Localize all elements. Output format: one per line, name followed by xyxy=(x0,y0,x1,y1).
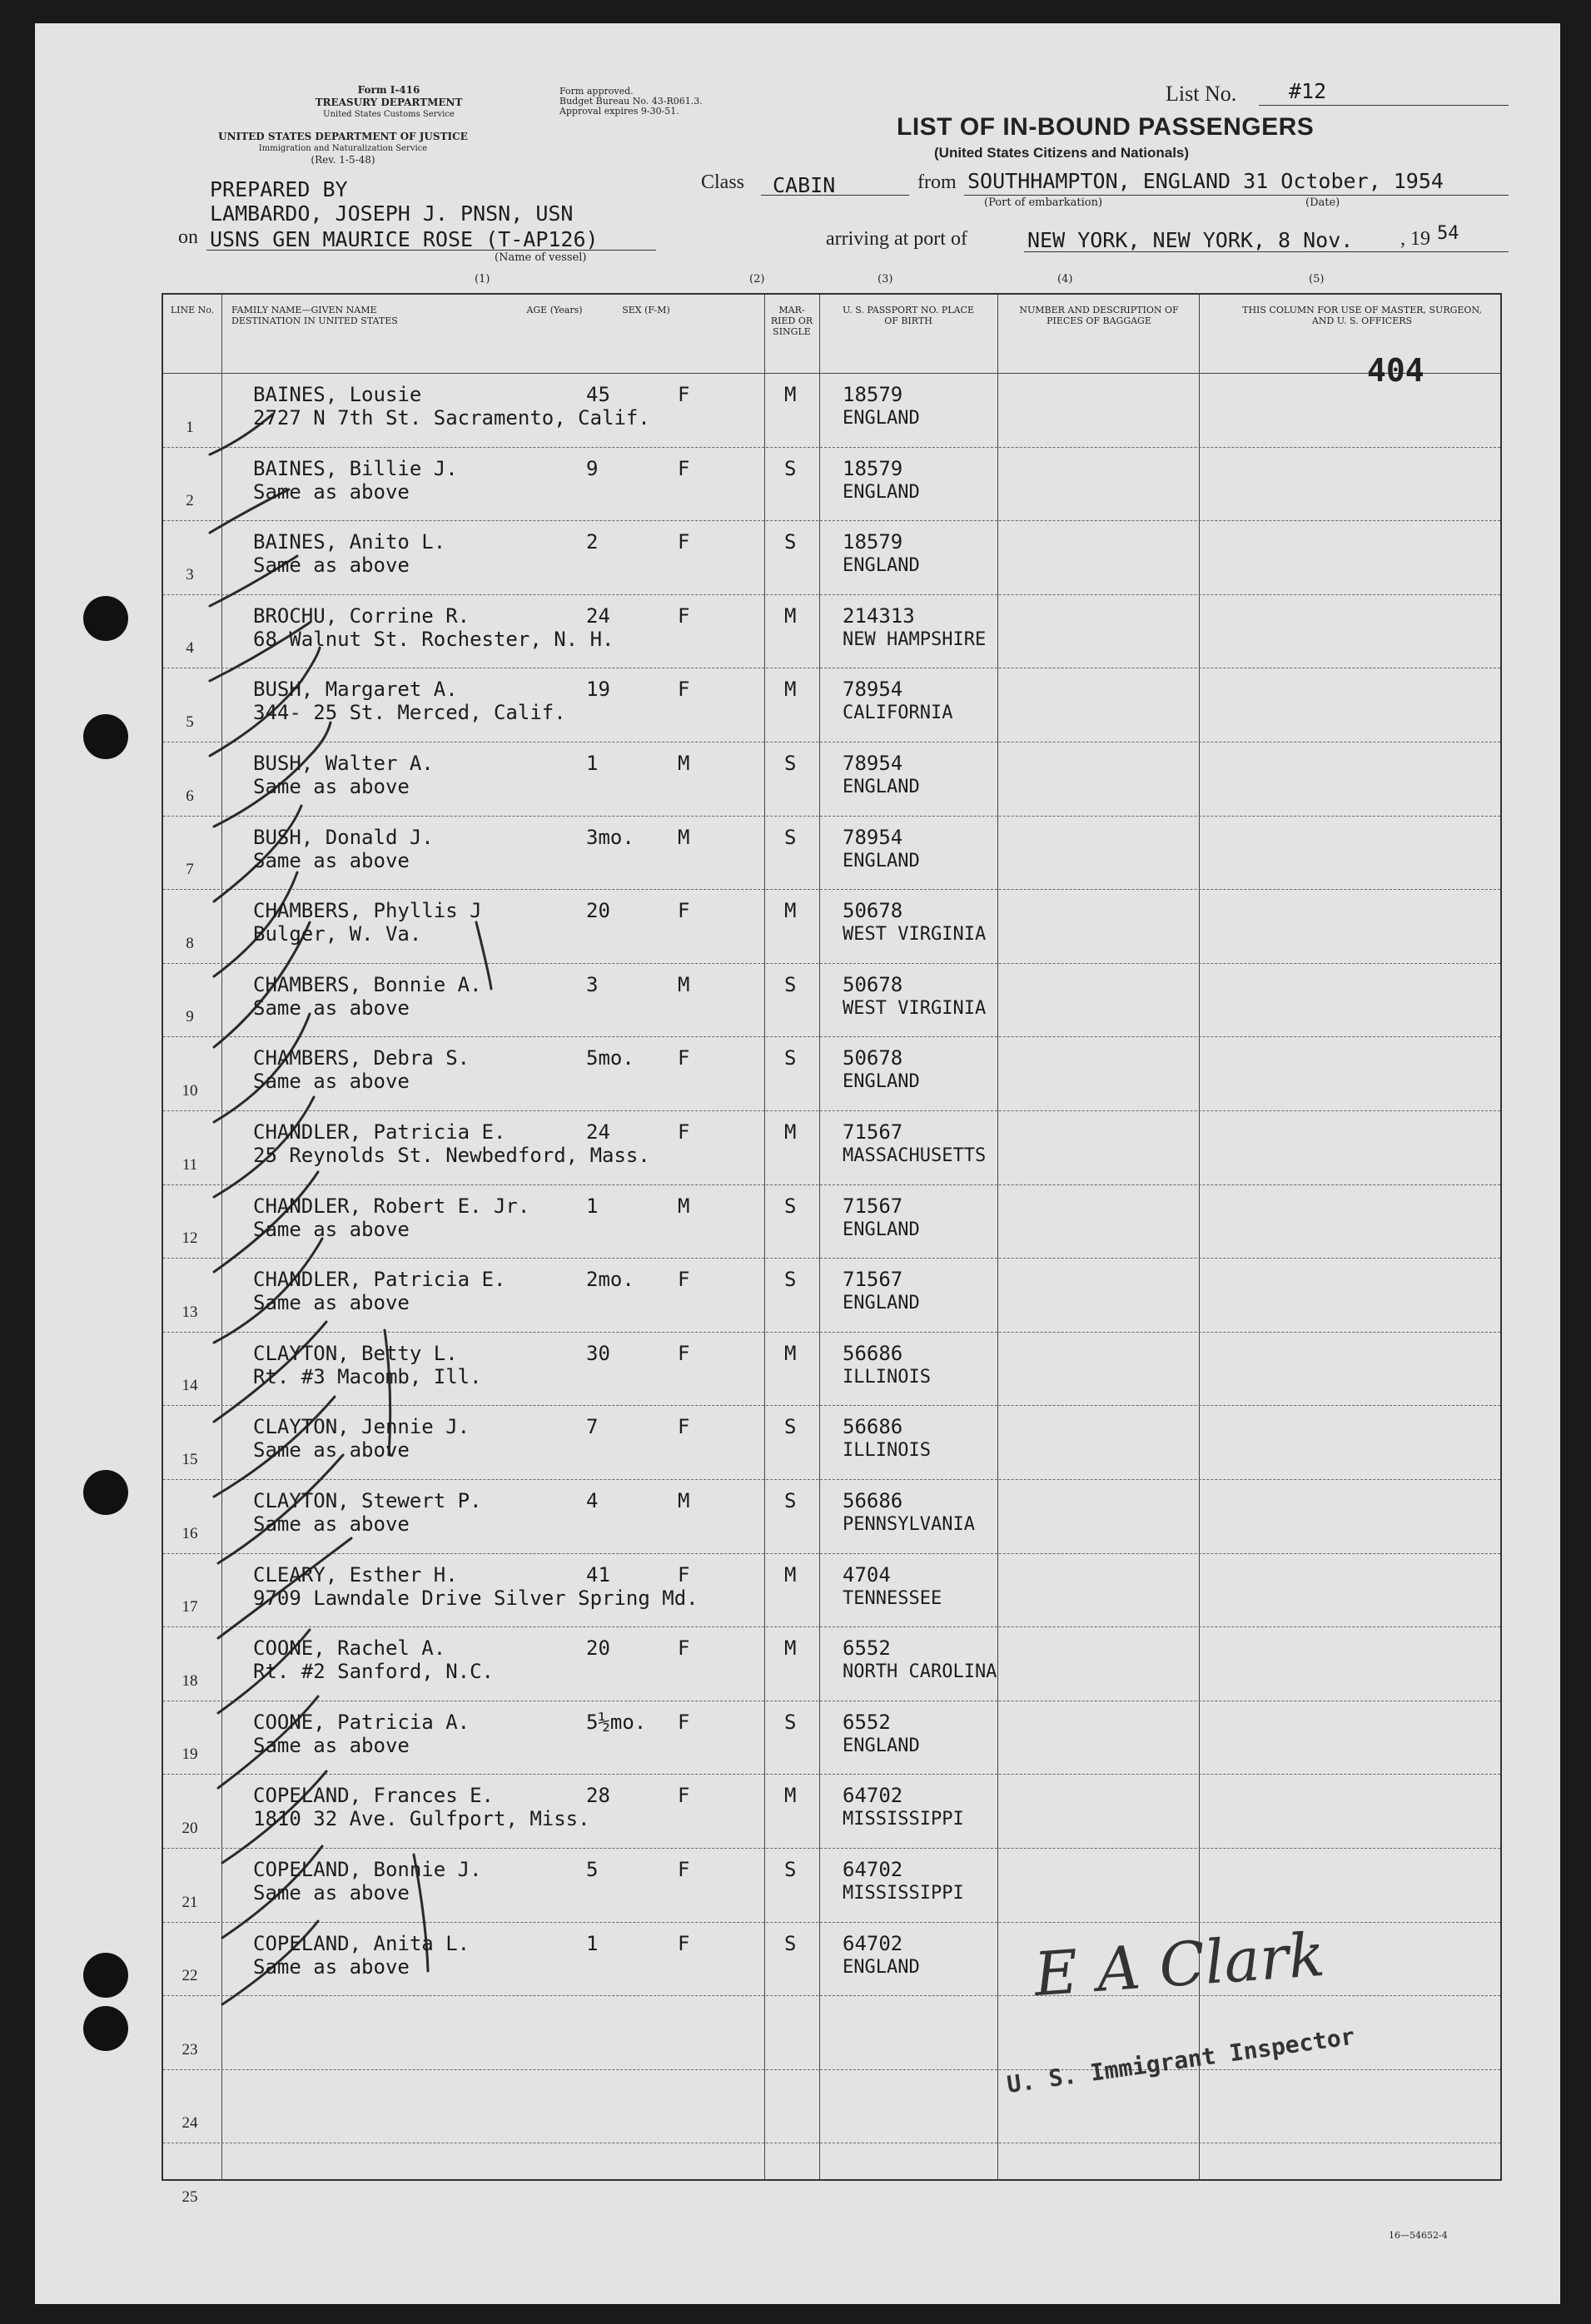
passenger-name: COPELAND, Anita L. xyxy=(253,1931,470,1955)
passenger-name: CHANDLER, Patricia E. xyxy=(253,1268,506,1292)
place-of-birth: ENGLAND xyxy=(843,850,920,872)
passport-number: 50678 xyxy=(843,1046,903,1070)
passenger-age: 24 xyxy=(586,603,610,628)
inspector-stamp: U. S. Immigrant Inspector xyxy=(1005,2022,1357,2098)
line-number: 16 xyxy=(181,1524,198,1542)
approval-line-1: Form approved. xyxy=(559,86,634,97)
passenger-sex: F xyxy=(678,383,690,406)
passenger-destination: Same as above xyxy=(253,1438,410,1462)
passenger-name: COONE, Patricia A. xyxy=(253,1710,470,1734)
class-label: Class xyxy=(701,171,745,193)
passenger-age: 7 xyxy=(586,1415,599,1439)
passenger-destination: Same as above xyxy=(253,554,410,578)
passenger-age: 3 xyxy=(586,972,599,996)
marital-status: S xyxy=(784,1268,797,1292)
passenger-name: CLAYTON, Jennie J. xyxy=(253,1415,470,1439)
place-of-birth: PENNSYLVANIA xyxy=(843,1514,975,1535)
line-number: 6 xyxy=(186,787,194,805)
line-number: 5 xyxy=(186,713,194,731)
place-of-birth: TENNESSEE xyxy=(843,1587,942,1609)
document-title: LIST OF IN-BOUND PASSENGERS xyxy=(897,113,1315,141)
line-number: 23 xyxy=(181,2040,198,2058)
line-number: 22 xyxy=(181,1967,198,1985)
passenger-name: BUSH, Walter A. xyxy=(253,752,434,775)
passenger-destination: 25 Reynolds St. Newbedford, Mass. xyxy=(253,1144,650,1167)
inspector-signature: E A Clark xyxy=(1032,1919,1327,2010)
line-number: 21 xyxy=(181,1893,198,1911)
marital-status: S xyxy=(784,530,797,554)
passenger-name: BUSH, Donald J. xyxy=(253,825,434,849)
passenger-name: BUSH, Margaret A. xyxy=(253,678,458,702)
passenger-age: 1 xyxy=(586,1194,599,1218)
passenger-age: 20 xyxy=(586,1636,610,1661)
line-number: 9 xyxy=(186,1008,194,1026)
passenger-sex: F xyxy=(678,1858,690,1881)
place-of-birth: ILLINOIS xyxy=(843,1366,931,1388)
passenger-age: 45 xyxy=(586,383,610,406)
marital-status: S xyxy=(784,972,797,996)
vessel-name: USNS GEN MAURICE ROSE (T-AP126) xyxy=(210,227,599,251)
approval-line-3: Approval expires 9-30-51. xyxy=(559,106,679,117)
date-caption: (Date) xyxy=(1305,196,1340,209)
approval-line-2: Budget Bureau No. 43-R061.3. xyxy=(559,96,703,107)
passenger-name: COONE, Rachel A. xyxy=(253,1636,446,1661)
passport-number: 56686 xyxy=(843,1341,903,1365)
place-of-birth: ENGLAND xyxy=(843,777,920,797)
passport-number: 56686 xyxy=(843,1489,903,1512)
passenger-sex: F xyxy=(678,1710,690,1734)
passport-number: 71567 xyxy=(843,1268,903,1292)
passenger-name: CLAYTON, Stewert P. xyxy=(253,1489,482,1512)
passenger-name: BROCHU, Corrine R. xyxy=(253,603,470,628)
passenger-sex: F xyxy=(678,1415,690,1439)
col-header-married: MAR- RIED OR SINGLE xyxy=(770,305,813,337)
place-of-birth: MISSISSIPPI xyxy=(843,1883,964,1904)
arriving-label: arriving at port of xyxy=(826,228,967,250)
from-label: from xyxy=(917,171,957,193)
marital-status: M xyxy=(784,899,797,923)
marital-status: M xyxy=(784,1636,797,1661)
passenger-name: CHAMBERS, Bonnie A. xyxy=(253,972,482,996)
place-of-birth: ENGLAND xyxy=(843,555,920,577)
passport-number: 64702 xyxy=(843,1784,903,1808)
passenger-destination: Same as above xyxy=(253,996,410,1020)
passport-number: 18579 xyxy=(843,530,903,554)
passport-number: 56686 xyxy=(843,1415,903,1439)
marital-status: S xyxy=(784,1858,797,1881)
from-value: SOUTHHAMPTON, ENGLAND 31 October, 1954 xyxy=(967,169,1444,193)
place-of-birth: NORTH CAROLINA xyxy=(843,1661,997,1683)
col-num-1: (1) xyxy=(475,273,490,286)
col-num-2: (2) xyxy=(749,273,765,286)
marital-status: S xyxy=(784,1710,797,1734)
col-header-age: AGE (Years) xyxy=(526,305,583,315)
passenger-destination: 344- 25 St. Merced, Calif. xyxy=(253,701,566,725)
line-number: 14 xyxy=(181,1377,198,1395)
passport-number: 214313 xyxy=(843,603,915,628)
line-number: 12 xyxy=(181,1229,198,1248)
passenger-name: CLAYTON, Betty L. xyxy=(253,1341,458,1365)
passport-number: 18579 xyxy=(843,383,903,406)
place-of-birth: CALIFORNIA xyxy=(843,703,953,724)
marital-status: S xyxy=(784,1415,797,1439)
passenger-sex: F xyxy=(678,456,690,480)
line-number: 10 xyxy=(181,1082,198,1100)
passport-number: 78954 xyxy=(843,752,903,775)
marital-status: M xyxy=(784,1784,797,1808)
marital-status: S xyxy=(784,1046,797,1070)
passenger-age: 41 xyxy=(586,1562,610,1587)
vessel-caption: (Name of vessel) xyxy=(495,251,587,264)
passenger-destination: 1810 32 Ave. Gulfport, Miss. xyxy=(253,1807,590,1831)
list-number: #12 xyxy=(1289,79,1327,103)
place-of-birth: ENGLAND xyxy=(843,1293,920,1314)
manifest-sheet xyxy=(35,23,1560,2304)
marital-status: M xyxy=(784,678,797,702)
passenger-destination: 9709 Lawndale Drive Silver Spring Md. xyxy=(253,1586,699,1610)
passenger-age: 5 xyxy=(586,1858,599,1881)
passenger-sex: F xyxy=(678,899,690,923)
passenger-sex: F xyxy=(678,603,690,628)
passport-number: 6552 xyxy=(843,1636,891,1661)
marital-status: M xyxy=(784,383,797,406)
place-of-birth: ENGLAND xyxy=(843,481,920,503)
line-number: 13 xyxy=(181,1303,198,1321)
passenger-sex: M xyxy=(678,1194,690,1218)
marital-status: M xyxy=(784,1562,797,1587)
line-number: 8 xyxy=(186,934,194,952)
passenger-age: 5½mo. xyxy=(586,1710,647,1734)
col-header-officers: THIS COLUMN FOR USE OF MASTER, SURGEON, AND U. S. OFFICERS xyxy=(1242,305,1482,326)
prepared-by-value: LAMBARDO, JOSEPH J. PNSN, USN xyxy=(210,201,574,226)
passenger-name: CHANDLER, Patricia E. xyxy=(253,1120,506,1144)
passenger-destination: 68 Walnut St. Rochester, N. H. xyxy=(253,627,614,651)
col-header-sex: SEX (F-M) xyxy=(622,305,670,315)
place-of-birth: MASSACHUSETTS xyxy=(843,1145,987,1166)
arrival-year: 54 xyxy=(1437,223,1459,244)
passport-number: 6552 xyxy=(843,1710,891,1734)
passenger-age: 20 xyxy=(586,899,610,923)
col-header-name: FAMILY NAME—GIVEN NAME DESTINATION IN UNITED STATES xyxy=(231,305,398,326)
passenger-destination: Same as above xyxy=(253,775,410,798)
port-embark-caption: (Port of embarkation) xyxy=(984,196,1103,209)
passenger-age: 1 xyxy=(586,752,599,775)
passenger-name: COPELAND, Frances E. xyxy=(253,1784,494,1808)
passenger-age: 5mo. xyxy=(586,1046,634,1070)
arrival-port: NEW YORK, NEW YORK, 8 Nov. xyxy=(1027,228,1354,252)
arrival-year-prefix: , 19 xyxy=(1400,228,1430,250)
passport-number: 78954 xyxy=(843,678,903,702)
passenger-name: BAINES, Anito L. xyxy=(253,530,446,554)
stamp-number: 404 xyxy=(1367,352,1424,389)
document-subtitle: (United States Citizens and Nationals) xyxy=(934,145,1190,161)
passenger-age: 1 xyxy=(586,1931,599,1955)
place-of-birth: NEW HAMPSHIRE xyxy=(843,628,987,650)
passenger-age: 30 xyxy=(586,1341,610,1365)
passport-number: 4704 xyxy=(843,1562,891,1587)
line-number: 24 xyxy=(181,2114,198,2133)
passenger-sex: F xyxy=(678,1120,690,1144)
place-of-birth: ENGLAND xyxy=(843,1735,920,1756)
place-of-birth: ENGLAND xyxy=(843,1956,920,1978)
place-of-birth: MISSISSIPPI xyxy=(843,1809,964,1830)
line-number: 7 xyxy=(186,861,194,879)
marital-status: S xyxy=(784,1194,797,1218)
passenger-name: CLEARY, Esther H. xyxy=(253,1562,458,1587)
col-header-line-no: LINE No. xyxy=(170,305,215,315)
passenger-sex: F xyxy=(678,1931,690,1955)
passenger-name: CHAMBERS, Debra S. xyxy=(253,1046,470,1070)
passenger-sex: M xyxy=(678,825,690,849)
passenger-destination: Same as above xyxy=(253,1954,410,1979)
passenger-name: CHAMBERS, Phyllis J xyxy=(253,899,482,923)
passenger-destination: Same as above xyxy=(253,1512,410,1536)
passenger-name: BAINES, Lousie xyxy=(253,383,422,406)
passenger-name: CHANDLER, Robert E. Jr. xyxy=(253,1194,530,1218)
footer-code: 16—54652-4 xyxy=(1389,2230,1448,2241)
passport-number: 71567 xyxy=(843,1194,903,1218)
passenger-destination: Same as above xyxy=(253,1070,410,1094)
line-number: 1 xyxy=(186,418,194,436)
dept-justice: UNITED STATES DEPARTMENT OF JUSTICE xyxy=(218,131,468,142)
col-num-5: (5) xyxy=(1309,273,1325,286)
passenger-sex: F xyxy=(678,1341,690,1365)
passenger-age: 28 xyxy=(586,1784,610,1808)
passenger-sex: F xyxy=(678,1636,690,1661)
passenger-name: COPELAND, Bonnie J. xyxy=(253,1858,482,1881)
passport-number: 64702 xyxy=(843,1931,903,1955)
passenger-destination: Rt. #3 Macomb, Ill. xyxy=(253,1364,482,1388)
col-header-baggage: NUMBER AND DESCRIPTION OF PIECES OF BAGGAGE xyxy=(1019,305,1179,326)
line-number: 11 xyxy=(181,1155,198,1174)
form-number: Form I-416 xyxy=(357,84,420,96)
list-number-label: List No. xyxy=(1166,82,1237,106)
class-value: CABIN xyxy=(773,173,836,197)
passenger-destination: Same as above xyxy=(253,479,410,504)
col-num-3: (3) xyxy=(878,273,893,286)
dept-treasury: TREASURY DEPARTMENT xyxy=(315,97,463,108)
line-number: 15 xyxy=(181,1451,198,1468)
passport-number: 50678 xyxy=(843,972,903,996)
passenger-sex: F xyxy=(678,530,690,554)
line-number: 3 xyxy=(186,565,194,583)
marital-status: M xyxy=(784,1120,797,1144)
passenger-destination: Same as above xyxy=(253,1217,410,1241)
place-of-birth: ENGLAND xyxy=(843,408,920,429)
line-number: 20 xyxy=(181,1820,198,1837)
passenger-destination: Same as above xyxy=(253,1733,410,1757)
passenger-destination: Bulger, W. Va. xyxy=(253,922,422,946)
revision-date: (Rev. 1-5-48) xyxy=(311,154,375,166)
line-number: 19 xyxy=(181,1745,198,1764)
passenger-sex: M xyxy=(678,752,690,775)
dept-treasury-sub: United States Customs Service xyxy=(323,110,455,119)
passenger-destination: Same as above xyxy=(253,848,410,872)
passport-number: 64702 xyxy=(843,1858,903,1881)
passport-number: 71567 xyxy=(843,1120,903,1144)
line-number: 25 xyxy=(181,2188,198,2206)
passport-number: 18579 xyxy=(843,456,903,480)
col-header-passport: U. S. PASSPORT NO. PLACE OF BIRTH xyxy=(842,305,975,326)
line-number: 4 xyxy=(186,639,194,658)
col-num-4: (4) xyxy=(1057,273,1073,286)
marital-status: M xyxy=(784,1341,797,1365)
passenger-sex: F xyxy=(678,1784,690,1808)
on-label: on xyxy=(178,226,198,248)
dept-justice-sub: Immigration and Naturalization Service xyxy=(258,144,428,153)
passenger-destination: Rt. #2 Sanford, N.C. xyxy=(253,1660,494,1684)
line-number: 2 xyxy=(186,492,194,510)
place-of-birth: WEST VIRGINIA xyxy=(843,997,987,1019)
marital-status: S xyxy=(784,456,797,480)
passenger-sex: M xyxy=(678,972,690,996)
passport-number: 78954 xyxy=(843,825,903,849)
marital-status: S xyxy=(784,1931,797,1955)
line-number: 17 xyxy=(181,1598,198,1616)
passenger-sex: F xyxy=(678,1268,690,1292)
place-of-birth: ENGLAND xyxy=(843,1071,920,1093)
passenger-age: 2mo. xyxy=(586,1268,634,1292)
line-number: 18 xyxy=(181,1671,198,1690)
passport-number: 50678 xyxy=(843,899,903,923)
passenger-sex: F xyxy=(678,1046,690,1070)
place-of-birth: ILLINOIS xyxy=(843,1440,931,1462)
passenger-destination: 2727 N 7th St. Sacramento, Calif. xyxy=(253,406,650,430)
passenger-destination: Same as above xyxy=(253,1881,410,1904)
marital-status: S xyxy=(784,1489,797,1512)
passenger-destination: Same as above xyxy=(253,1291,410,1315)
passenger-sex: F xyxy=(678,1562,690,1587)
passenger-age: 2 xyxy=(586,530,599,554)
passenger-age: 4 xyxy=(586,1489,599,1512)
passenger-age: 19 xyxy=(586,678,610,702)
passenger-age: 9 xyxy=(586,456,599,480)
place-of-birth: WEST VIRGINIA xyxy=(843,924,987,946)
passenger-age: 3mo. xyxy=(586,825,634,849)
marital-status: S xyxy=(784,752,797,775)
passenger-sex: F xyxy=(678,678,690,702)
prepared-by-label: PREPARED BY xyxy=(210,177,348,201)
marital-status: M xyxy=(784,603,797,628)
passenger-name: BAINES, Billie J. xyxy=(253,456,458,480)
marital-status: S xyxy=(784,825,797,849)
passenger-age: 24 xyxy=(586,1120,610,1144)
place-of-birth: ENGLAND xyxy=(843,1219,920,1240)
passenger-sex: M xyxy=(678,1489,690,1512)
